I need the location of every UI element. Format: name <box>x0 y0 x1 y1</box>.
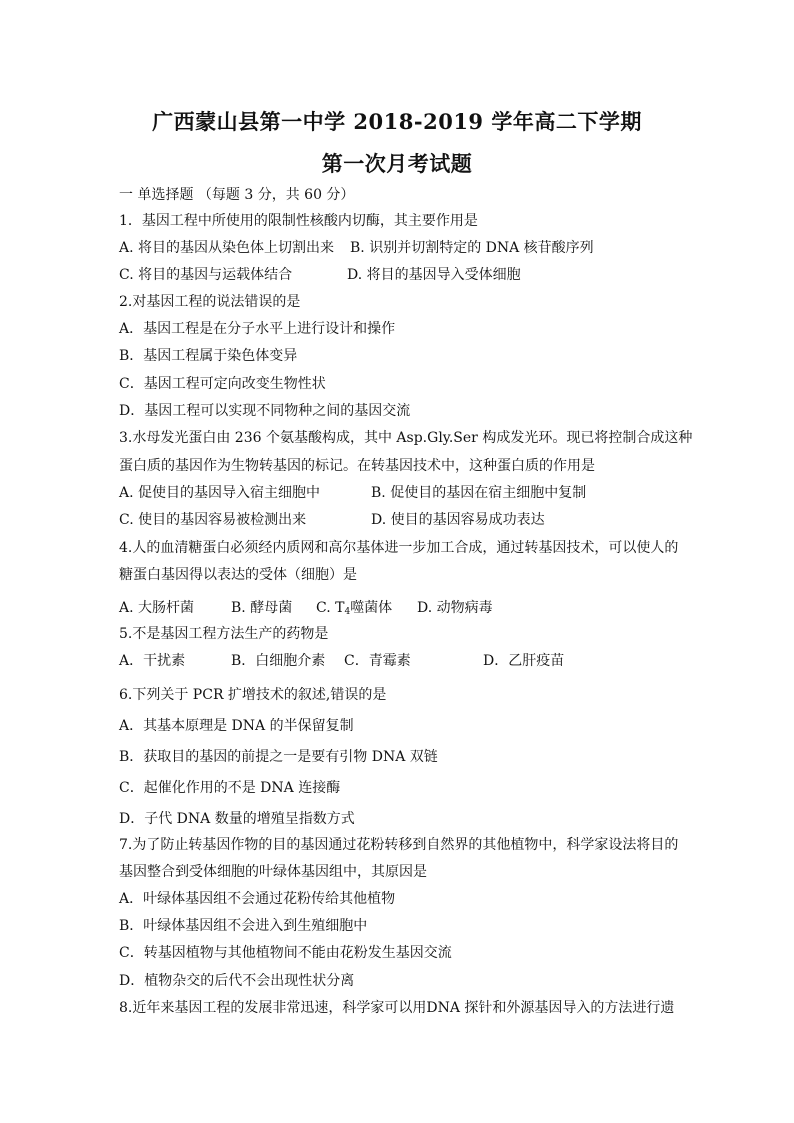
exam-title-line2: 第一次月考试题 <box>321 151 473 176</box>
question-6-stem: 6.下列关于 PCR 扩增技术的叙述,错误的是 <box>119 687 387 703</box>
question-5-option-b: B．白细胞介素 <box>231 653 326 669</box>
question-5-stem: 5.不是基因工程方法生产的药物是 <box>119 626 329 642</box>
question-7-stem-line1: 7.为了防止转基因作物的目的基因通过花粉转移到自然界的其他植物中，科学家设法将目的 <box>119 837 679 853</box>
question-6-option-b: B．获取目的基因的前提之一是要有引物 DNA 双链 <box>119 749 438 765</box>
question-7-option-a: A．叶绿体基因组不会通过花粉传给其他植物 <box>119 891 396 907</box>
question-2-option-b: B．基因工程属于染色体变异 <box>119 348 298 364</box>
exam-title-line1: 广西蒙山县第一中学 2018-2019 学年高二下学期 <box>152 109 642 134</box>
question-6-option-a: A．其基本原理是 DNA 的半保留复制 <box>119 718 354 734</box>
question-6-option-c: C．起催化作用的不是 DNA 连接酶 <box>119 780 341 796</box>
question-4-option-a: A. 大肠杆菌 <box>119 600 195 616</box>
question-4-stem-line1: 4.人的血清糖蛋白必须经内质网和高尔基体进一步加工合成，通过转基因技术，可以使人的 <box>119 540 679 556</box>
question-2-option-d: D．基因工程可以实现不同物种之间的基因交流 <box>119 403 411 419</box>
question-2-stem: 2.对基因工程的说法错误的是 <box>119 294 301 310</box>
question-3-option-a: A. 促使目的基因导入宿主细胞中 <box>119 485 321 501</box>
question-4-option-c-label: C. T <box>316 600 345 616</box>
question-4-option-d: D. 动物病毒 <box>417 600 493 616</box>
question-6-option-d: D．子代 DNA 数量的增殖呈指数方式 <box>119 811 355 827</box>
question-8-stem-line1: 8.近年来基因工程的发展非常迅速，科学家可以用DNA 探针和外源基因导入的方法进行遗 <box>119 1000 675 1016</box>
question-7-option-b: B．叶绿体基因组不会进入到生殖细胞中 <box>119 918 368 934</box>
question-4-stem-line2: 糖蛋白基因得以表达的受体（细胞）是 <box>119 567 357 583</box>
question-4-option-c-tail: 噬菌体 <box>350 600 393 616</box>
question-4-option-b: B. 酵母菌 <box>231 600 293 616</box>
question-3-option-b: B. 促使目的基因在宿主细胞中复制 <box>371 485 587 501</box>
question-7-option-c: C．转基因植物与其他植物间不能由花粉发生基因交流 <box>119 945 452 961</box>
question-1-option-a: A. 将目的基因从染色体上切割出来 <box>119 240 335 256</box>
question-1-option-d: D. 将目的基因导入受体细胞 <box>347 267 521 283</box>
question-4-option-c-subscript: 4 <box>344 607 351 617</box>
question-1-option-b: B. 识别并切割特定的 DNA 核苷酸序列 <box>350 240 594 256</box>
question-3-stem-line2: 蛋白质的基因作为生物转基因的标记。在转基因技术中，这种蛋白质的作用是 <box>119 458 595 474</box>
section-header: 一 单选择题 （每题 3 分，共 60 分） <box>119 187 355 203</box>
question-3-stem-line1: 3.水母发光蛋白由 236 个氨基酸构成，其中 Asp.Gly.Ser 构成发光环。现已将控制合成这种 <box>119 430 693 446</box>
question-3-option-d: D. 使目的基因容易成功表达 <box>371 512 545 528</box>
question-3-option-c: C. 使目的基因容易被检测出来 <box>119 512 307 528</box>
question-1-stem: 1．基因工程中所使用的限制性核酸内切酶，其主要作用是 <box>119 213 478 229</box>
question-1-option-c: C. 将目的基因与运载体结合 <box>119 267 293 283</box>
question-7-option-d: D．植物杂交的后代不会出现性状分离 <box>119 973 355 989</box>
question-4-option-c <box>316 599 392 621</box>
question-5-option-d: D．乙肝疫苗 <box>483 653 565 669</box>
question-2-option-a: A．基因工程是在分子水平上进行设计和操作 <box>119 321 396 337</box>
question-5-option-c: C．青霉素 <box>344 653 411 669</box>
question-7-stem-line2: 基因整合到受体细胞的叶绿体基因组中，其原因是 <box>119 864 427 880</box>
question-2-option-c: C．基因工程可定向改变生物性状 <box>119 376 326 392</box>
question-5-option-a: A．干扰素 <box>119 653 186 669</box>
